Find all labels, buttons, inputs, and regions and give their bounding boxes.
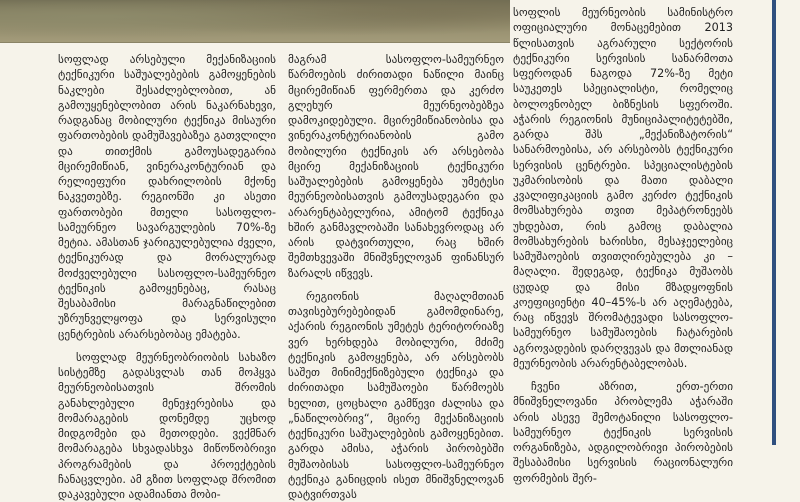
paragraph: სოფლის მეურნეობის სამინისტრო ოფიციალური მონაცემებით 2013 წლისათვის აგრარული სექტორის ტექნიკური სერვისის სანარმოთა სფეროდან ნაგოდა 72%-ზე მეტი საუკეთეს სპეციალისტი, რომელიც ბოლოვნობელ ბიზნესის სფეროში. აჭარის რეგიონის მუნიციპალიტეტებში, გარდა შპს „მექანიზატორის“ სანარმოებისა, არ არსებობს ტექნიკური სერვისის ცენტრები. სპეციალისტების უკმარისობის და მათი დაბალი კვალიფიკაციის გამო კერძო ტექნიკის მომსახურება თვით მეპატრონეებს უხდებათ, რის გამოც დაბალია მომსახურების ხარისხი, მესაჯეელებიც სამუშაოების თვითღირებულება კი – მაღალი. შედეგად, ტექნიკა მუშაობს ცუდად და მისი მზადყოფნის კოეფიციენტი 40–45%-ს არ აღემატება, რაც იწვევს შრომატევადი სასოფლო-სამეურნეო სამუშაოების ჩატარების აგროვადების დარღვევას და მთლიანად მეურნეობის არარენტაბელობას. xyxy=(513,6,733,370)
paragraph: სოფლად არსებული მექანიზაციის ტექნიკური საშუალებების გამოყენების ნაკლები შესაძლებლობით, ან გამოუყენებლობით არის ნაკარნახევი, რადგანაც მობილური ტექნიკა მისაური ფართობების დამუშავებაზეა გათვლილი და თითქმის გამოუსადეგარია მცირემიწიან, ვინერაკონტურიან და რელიეფური დახრილობის მქონე ნაკვეთებზე. რეგიონში კი ასეთი ფართობები მთელი სასოფლო-სამეურნეო სავარგულების 70%-ზე მეტია. ამასთან ჯარიგულებულია ძველი, ტექნიკურად და მორალურად მოძველებული სასოფლო-სამეურნეო ტექნიკის გამოყენებაც, რასაც შესაბამისი მარაგნაწილებით უზრუნველყოფა და სერვისული ცენტრების არარსებობაც ემატება. xyxy=(58,53,276,341)
landscape-photo xyxy=(0,0,510,43)
text-column-right xyxy=(513,5,733,486)
paragraph: სოფლად მეურნეობრიობის სახაზო სისტემზე გადასვლას თან მოჰყვა მეურნეობისათვის შრომის განახლებული მენეჯერებისა და მომარაგების დონემდე უცხოდ მიდგომები და მეთოდები. ვექმნარ მომარაგება სხვადასხვა მიწოწობრივი პროგრამების და პროექტების ჩანაცვლები. ამ გზით სოფლად შრომით დაკავებული ადამიანთა მობი- xyxy=(58,350,276,501)
page-edge-strip xyxy=(772,0,776,445)
paragraph: რეგიონის მაღალმთიან თავისებურებებიდან გამომდინარე, აქარის რეგიონის უმეტეს ტერიტორიაზე ვერ ხერხდება მობილური, მძიმე ტექნიკის გამოყენება, არ არსებობს საშეთ მინიმექნიზებული ტექნიკა და ძირითადი სამუშაოები წარმოებს ხელით, ცოცხალი გამწევი ძალისა და „ნაწილობრივ“, მცირე მექანიზაციის ტექნიკური საშუალებების გამოყენებით. გარდა ამისა, აჭარის პირობებში მუშაობისას სასოფლო-სამეურნეო ტექნიკა განიცდის ისეთ მნიშვნელოვან დატვირთვას xyxy=(288,289,504,501)
paragraph: მაგრამ სასოფლო-სამეურნეო წარმოების ძირითადი ნაწილი მაინც მცირემიწიან ფერმერთა და კერძო გლეხურ მეურნეობებზეა დამოკიდებული. მცირემიწიანობისა და ვინერაკონტურიანობის გამო მობილური ტექნიკის არ არსებობა მცირე მექანიზაციის ტექნიკური საშუალებების გამოყენება უმეტესი მეურნეობისათვის გამოუსადეგარი და არარენტაბელურია, ამიტომ ტექნიკა ხშირ განმავლობაში სანახევროდაც არ არის დატვირთული, რაც ხშირ შემთხვევაში მნიშვნელოვან ფინანსურ ზარალს იწვევს. xyxy=(288,53,504,280)
paragraph: ჩვენი აზრით, ერთ-ერთი მნიშვნელოვანი პრობლემა აჭარაში არის ასევე შემოტანილი სასოფლო-სამეურნეო ტექნიკის სერვისის ორგანიზება, ადგილობრივი პირობების შესაბამისი სერვისის რაციონალური ფორმების შერ- xyxy=(513,380,733,485)
text-column-middle xyxy=(288,52,504,502)
text-column-left xyxy=(58,52,276,502)
